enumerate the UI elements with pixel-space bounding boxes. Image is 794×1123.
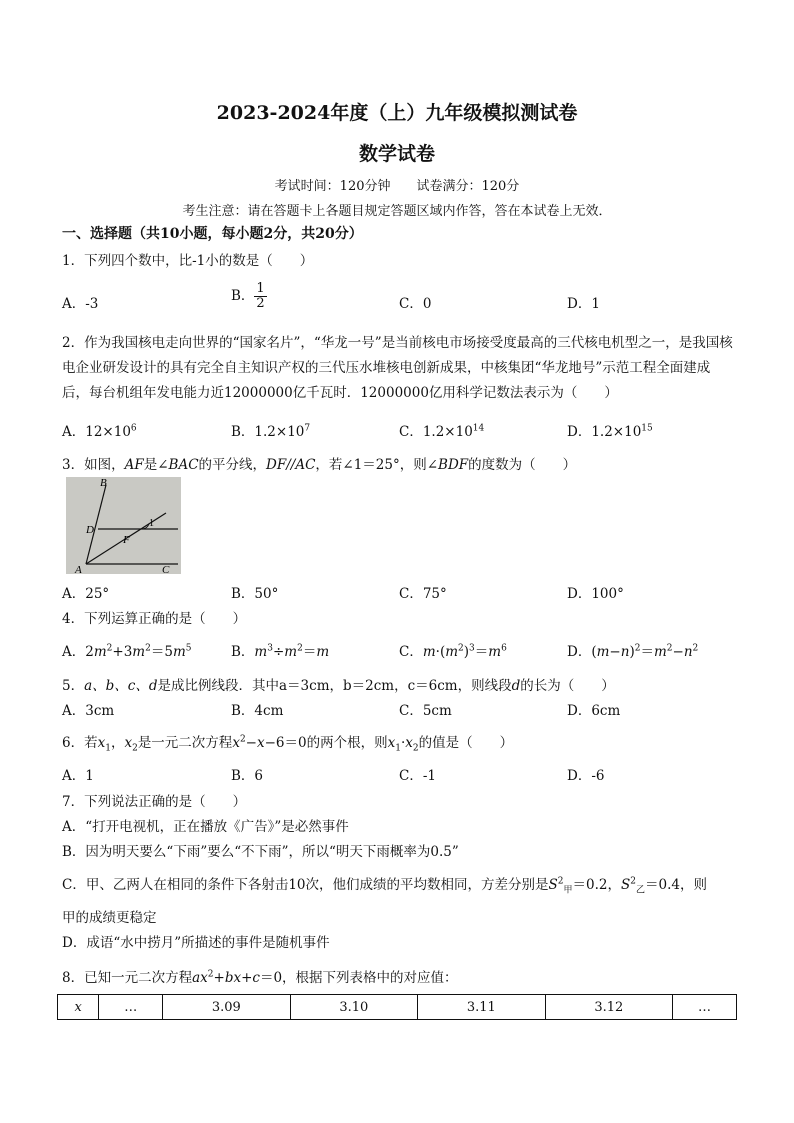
q3-bac: BAC	[168, 457, 199, 473]
label-d: D	[86, 524, 94, 536]
q8-text-2: ，根据下列表格中的对应值：	[282, 970, 458, 986]
q3-text-1: 3．如图，	[62, 457, 125, 473]
q5-text-1: 5．	[62, 678, 85, 694]
table-cell: 3.12	[545, 995, 673, 1020]
q3-stem	[62, 453, 576, 473]
q4-option-b: B．$m^3\div m^2=m$	[231, 643, 330, 660]
q3-df-ac: DF//AC	[266, 457, 316, 473]
q3-af: AF	[124, 457, 144, 473]
table-cell: 3.09	[163, 995, 291, 1020]
q5-abcd: a、b、c、d	[84, 678, 158, 694]
label-f: F	[123, 534, 130, 546]
table-cell: …	[99, 995, 163, 1020]
q3-option-c: C．75°	[399, 586, 447, 602]
q3-text-5: 的度数为（ ）	[468, 457, 577, 473]
table-row	[58, 995, 737, 1020]
q8-value-table	[57, 994, 737, 1020]
q6-text-4: 的值是（ ）	[418, 735, 514, 751]
q4-c-label: C．	[399, 644, 423, 660]
q2-c-base: C．1.2×10	[399, 424, 473, 440]
label-b: B	[100, 477, 107, 489]
q4-b-label: B．	[231, 644, 255, 660]
label-a: A	[75, 564, 82, 574]
exam-info: 考试时间：120分钟 试卷满分：120分	[274, 179, 520, 194]
q2-text: 2．作为我国核电走向世界的“国家名片”，“华龙一号”是当前核电市场接受度最高的三代核电机型之一，是我国核电企业研发设计的具有完全自主知识产权的三代压水堆核电创新成果，中核集团“华龙地号”示范工程全面建成后，每台机组年发电能力近12000000亿千瓦时．12000000亿用科学记数法表示为（ ）	[62, 335, 733, 401]
q1-fraction-num: 1	[256, 281, 265, 296]
q6-option-a: A．1	[62, 768, 94, 784]
q4-option-d: D．$(m-n)^2=m^2-n^2$	[567, 643, 699, 660]
q2-option-b	[231, 420, 310, 440]
q6-text-1: 6．若	[62, 735, 98, 751]
q3-geometry-figure	[66, 477, 181, 574]
q4-option-a: A．$2m^2+3m^2=5m^5$	[62, 643, 192, 660]
q8-stem: 8．已知一元二次方程$ax^2+bx+c=0$，根据下列表格中的对应值：	[62, 969, 458, 986]
q2-b-base: B．1.2×10	[231, 424, 305, 440]
figure-background	[66, 477, 181, 574]
q3-bdf: BDF	[438, 457, 469, 473]
q2-a-exp: 6	[130, 423, 137, 434]
q1-option-d: D．1	[567, 296, 600, 312]
table-cell: 3.10	[290, 995, 418, 1020]
q2-b-exp: 7	[304, 423, 311, 434]
exam-title: 2023-2024年度（上）九年级模拟测试卷	[216, 102, 578, 124]
q2-option-d	[567, 420, 653, 440]
q3-option-d: D．100°	[567, 586, 624, 602]
q7-option-c-line2: 甲的成绩更稳定	[62, 910, 157, 926]
subject-title: 数学试卷	[358, 143, 435, 165]
table-x-label: x	[74, 999, 82, 1015]
q6-option-c: C．-1	[399, 768, 436, 784]
q7-option-a: A．“打开电视机，正在播放《广告》”是必然事件	[62, 819, 349, 835]
q1-fraction	[254, 282, 266, 311]
table-cell: 3.11	[418, 995, 546, 1020]
q5-b-eq: b＝2cm	[343, 678, 395, 694]
q5-option-b: B．4cm	[231, 703, 284, 719]
q6-text-2: 是一元二次方程	[137, 735, 233, 751]
label-c: C	[162, 564, 170, 574]
q5-option-d: D．6cm	[567, 703, 621, 719]
q5-stem	[62, 674, 615, 694]
q7-c-text-3: ＝0.4，则	[645, 877, 707, 893]
q3-text-2: 是∠	[143, 457, 169, 473]
q2-option-c	[399, 420, 484, 440]
q5-sep-1: ，	[329, 678, 343, 694]
q5-a-eq: a＝3cm	[279, 678, 330, 694]
q7-c-text-1: C．甲、乙两人在相同的条件下各射击10次，他们成绩的平均数相同，方差分别是	[62, 877, 549, 893]
section-heading: 一、选择题（共10小题，每小题2分，共20分）	[62, 226, 363, 242]
q5-d-var: d	[511, 678, 521, 694]
table-cell-x	[58, 995, 99, 1020]
q2-c-exp: 14	[472, 423, 485, 434]
q6-option-b: B．6	[231, 768, 264, 784]
q4-d-label: D．	[567, 644, 592, 660]
q3-option-b: B．50°	[231, 586, 279, 602]
q3-text-4: ，若∠1＝25°，则∠	[315, 457, 439, 473]
q1-option-a: A．-3	[62, 296, 99, 312]
q2-option-a	[62, 420, 137, 440]
q1-option-c: C．0	[399, 296, 432, 312]
q5-c-eq: c＝6cm	[407, 678, 458, 694]
q7-c-text-2: ＝0.2，	[572, 877, 621, 893]
q1-fraction-den: 2	[256, 296, 265, 311]
q2-d-exp: 15	[641, 423, 653, 434]
exam-notice: 考生注意：请在答题卡上各题目规定答题区域内作答，答在本试卷上无效．	[182, 204, 612, 219]
q2-d-base: D．1.2×10	[567, 424, 642, 440]
q1-stem: 1．下列四个数中，比-1小的数是（ ）	[62, 253, 314, 269]
table-cell: …	[673, 995, 737, 1020]
q5-text-3: ，则线段	[457, 678, 512, 694]
q6-option-d: D．-6	[567, 768, 605, 784]
q8-text-1: 8．已知一元二次方程	[62, 970, 193, 986]
q5-text-2: 是成比例线段．其中	[157, 678, 279, 694]
q4-stem: 4．下列运算正确的是（ ）	[62, 611, 247, 627]
q2-a-base: A．12×10	[62, 424, 131, 440]
q7-option-b: B．因为明天要么“下雨”要么“不下雨”，所以“明天下雨概率为0.5”	[62, 844, 459, 860]
q5-option-c: C．5cm	[399, 703, 452, 719]
q5-option-a: A．3cm	[62, 703, 115, 719]
q5-sep-2: ，	[394, 678, 408, 694]
q3-text-3: 的平分线，	[198, 457, 267, 473]
q6-stem: 6．若$x_1$，$x_2$是一元二次方程$x^2-x-6=0$的两个根，则$x_1\cdot x_2$的值是（ ）	[62, 734, 514, 754]
q3-option-a: A．25°	[62, 586, 110, 602]
q1-option-b	[231, 282, 267, 311]
q6-text-3: 的两个根，则	[306, 735, 388, 751]
q1-option-b-label: B．	[231, 288, 255, 304]
q4-option-c: C．$m\cdot(m^2)^3=m^6$	[399, 643, 507, 660]
label-1: 1	[149, 518, 154, 529]
q7-option-d: D．成语“水中捞月”所描述的事件是随机事件	[62, 935, 330, 951]
q4-a-label: A．	[62, 644, 86, 660]
q5-text-4: 的长为（ ）	[520, 678, 615, 694]
q7-stem: 7．下列说法正确的是（ ）	[62, 794, 247, 810]
q7-option-c: C．甲、乙两人在相同的条件下各射击10次，他们成绩的平均数相同，方差分别是$S^2_甲=0.2$，$S^2_乙=0.4$，则	[62, 876, 707, 896]
